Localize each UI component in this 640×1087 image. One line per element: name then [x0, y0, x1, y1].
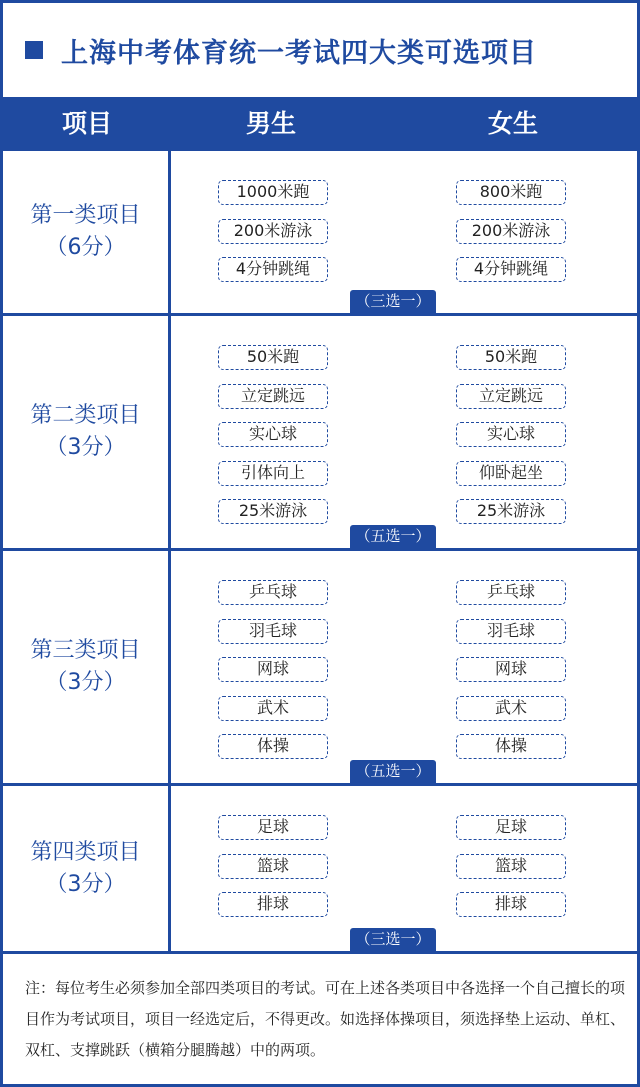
girls-event-item: 足球 [456, 815, 566, 840]
category-section [3, 786, 637, 954]
category-score: （3分） [45, 435, 126, 460]
category-section [3, 316, 637, 551]
table-header [3, 97, 637, 151]
boys-event-item: 50米跑 [218, 345, 328, 370]
boys-event-item: 羽毛球 [218, 619, 328, 644]
category-section [3, 551, 637, 786]
boys-event-item: 25米游泳 [218, 499, 328, 524]
category-label [3, 151, 171, 313]
boys-event-item: 乒乓球 [218, 580, 328, 605]
selection-rule-badge: （三选一） [350, 290, 436, 313]
category-name: 第二类项目 [30, 403, 141, 428]
footnote: 注：每位考生必须参加全部四类项目的考试。可在上述各类项目中各选择一个自己擅长的项目作为考试项目，项目一经选定后，不得更改。如选择体操项目，须选择垫上运动、单杠、双杠、支撑跳跃（横箱分腿腾越）中的两项。 [25, 979, 626, 1059]
boys-event-item: 200米游泳 [218, 219, 328, 244]
boys-event-item: 引体向上 [218, 461, 328, 486]
girls-event-item: 50米跑 [456, 345, 566, 370]
selection-rule-badge: （三选一） [350, 928, 436, 951]
category-name: 第一类项目 [30, 203, 141, 228]
header-project: 项目 [61, 109, 112, 138]
girls-event-item: 4分钟跳绳 [456, 257, 566, 282]
square-bullet-icon [25, 41, 43, 59]
category-label [3, 551, 171, 783]
category-label [3, 316, 171, 548]
girls-event-item: 立定跳远 [456, 384, 566, 409]
selection-rule-badge: （五选一） [350, 525, 436, 548]
boys-event-item: 篮球 [218, 854, 328, 879]
boys-event-item: 1000米跑 [218, 180, 328, 205]
boys-event-item: 排球 [218, 892, 328, 917]
boys-event-item: 武术 [218, 696, 328, 721]
boys-event-item: 足球 [218, 815, 328, 840]
girls-event-item: 羽毛球 [456, 619, 566, 644]
selection-rule-badge: （五选一） [350, 760, 436, 783]
header-boys: 男生 [245, 109, 296, 138]
boys-event-item: 立定跳远 [218, 384, 328, 409]
category-name: 第四类项目 [30, 839, 141, 865]
boys-event-item: 网球 [218, 657, 328, 682]
category-score: （3分） [45, 670, 126, 695]
girls-event-item: 200米游泳 [456, 219, 566, 244]
girls-event-item: 25米游泳 [456, 499, 566, 524]
category-score: （6分） [45, 235, 126, 260]
girls-event-item: 800米跑 [456, 180, 566, 205]
girls-event-item: 网球 [456, 657, 566, 682]
girls-event-item: 篮球 [456, 854, 566, 879]
category-score: （3分） [45, 871, 126, 897]
girls-event-item: 武术 [456, 696, 566, 721]
girls-event-item: 实心球 [456, 422, 566, 447]
boys-event-item: 4分钟跳绳 [218, 257, 328, 282]
header-girls: 女生 [487, 109, 538, 138]
category-section [3, 151, 637, 316]
girls-event-item: 仰卧起坐 [456, 461, 566, 486]
girls-event-item: 乒乓球 [456, 580, 566, 605]
girls-event-item: 排球 [456, 892, 566, 917]
category-label [3, 786, 171, 951]
boys-event-item: 实心球 [218, 422, 328, 447]
page-title: 上海中考体育统一考试四大类可选项目 [61, 37, 537, 69]
boys-event-item: 体操 [218, 734, 328, 759]
girls-event-item: 体操 [456, 734, 566, 759]
title-bar [3, 3, 637, 97]
category-name: 第三类项目 [30, 638, 141, 663]
